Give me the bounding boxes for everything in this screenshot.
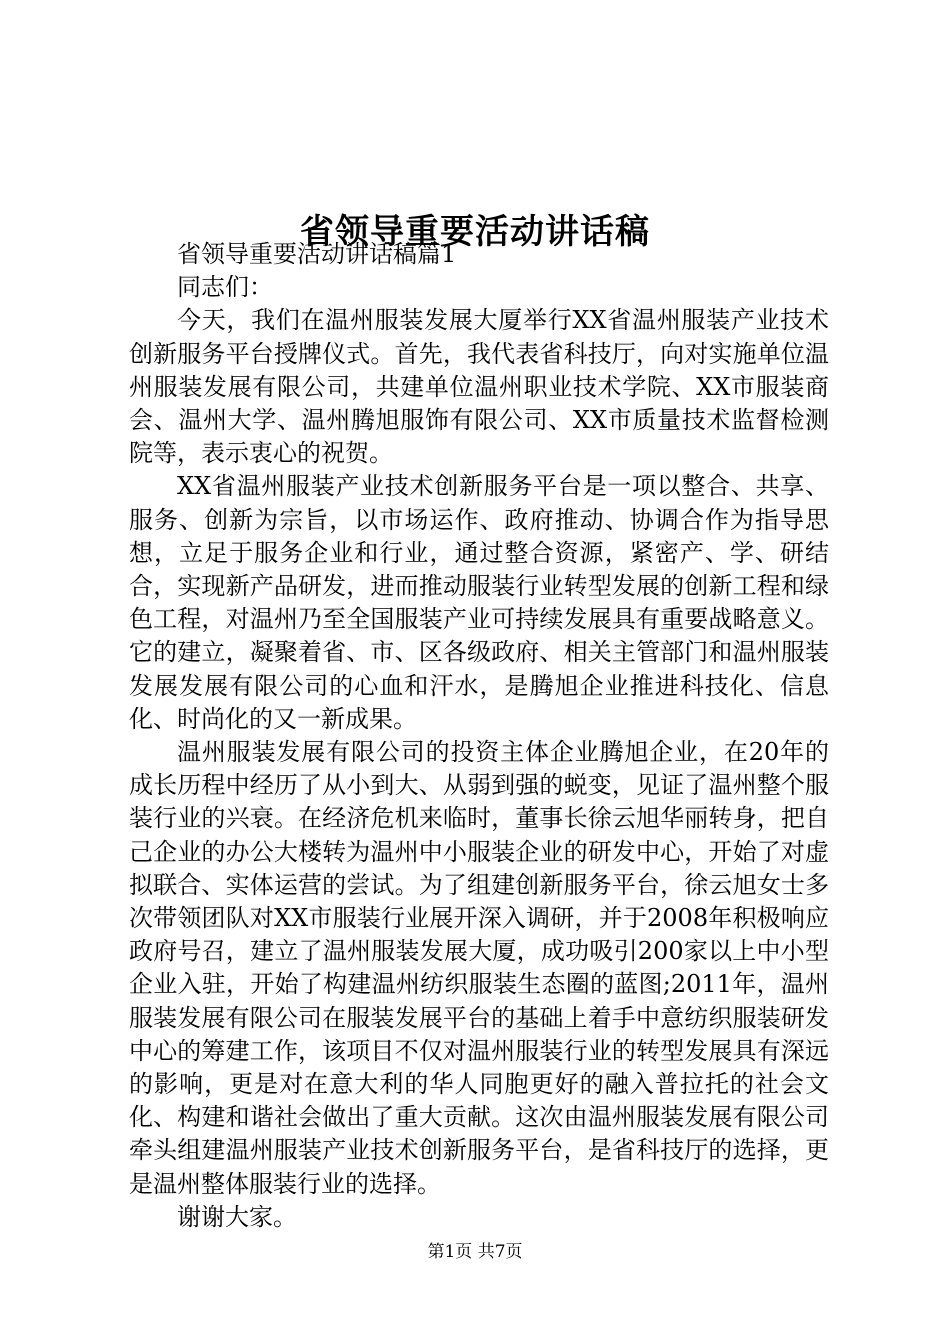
body-paragraph: 今天，我们在温州服装发展大厦举行XX省温州服装产业技术创新服务平台授牌仪式。首先，我代表省科技厅，向对实施单位温州服装发展有限公司，共建单位温州职业技术学院、XX市服装商会、温州大学、温州腾旭服饰有限公司、XX市质量技术监督检测院等，表示衷心的祝贺。 bbox=[129, 306, 829, 468]
salutation: 同志们： bbox=[177, 273, 273, 302]
page-number: 第1页 共7页 bbox=[427, 1242, 523, 1262]
body-paragraph: 温州服装发展有限公司的投资主体企业腾旭企业，在20年的成长历程中经历了从小到大、从弱到强的蜕变，见证了温州整个服装行业的兴衰。在经济危机来临时，董事长徐云旭华丽转身，把自己企业的办公大楼转为温州中小服装企业的研发中心，开始了对虚拟联合、实体运营的尝试。为了组建创新服务平台，徐云旭女士多次带领团队对XX市服装行业展开深入调研，并于2008年积极响应政府号召，建立了温州服装发展大厦，成功吸引200家以上中小型企业入驻，开始了构建温州纺织服装生态圈的蓝图;2011年，温州服装发展有限公司在服装发展平台的基础上着手中意纺织服装研发中心的筹建工作，该项目不仅对温州服装行业的转型发展具有深远的影响，更是对在意大利的华人同胞更好的融入普拉托的社会文化、构建和谐社会做出了重大贡献。这次由温州服装发展有限公司牵头组建温州服装产业技术创新服务平台，是省科技厅的选择，更是温州整体服装行业的选择。 bbox=[129, 738, 829, 1198]
section-heading: 省领导重要活动讲话稿篇1 bbox=[177, 240, 457, 268]
body-paragraph: XX省温州服装产业技术创新服务平台是一项以整合、共享、服务、创新为宗旨，以市场运作、政府推动、协调合作为指导思想，立足于服务企业和行业，通过整合资源，紧密产、学、研结合，实现新产品研发，进而推动服装行业转型发展的创新工程和绿色工程，对温州乃至全国服装产业可持续发展具有重要战略意义。它的建立，凝聚着省、市、区各级政府、相关主管部门和温州服装发展发展有限公司的心血和汗水，是腾旭企业推进科技化、信息化、时尚化的又一新成果。 bbox=[129, 472, 829, 733]
document-title: 省领导重要活动讲话稿 bbox=[300, 211, 650, 252]
document-body bbox=[129, 238, 829, 1234]
closing-line: 谢谢大家。 bbox=[177, 1202, 297, 1231]
